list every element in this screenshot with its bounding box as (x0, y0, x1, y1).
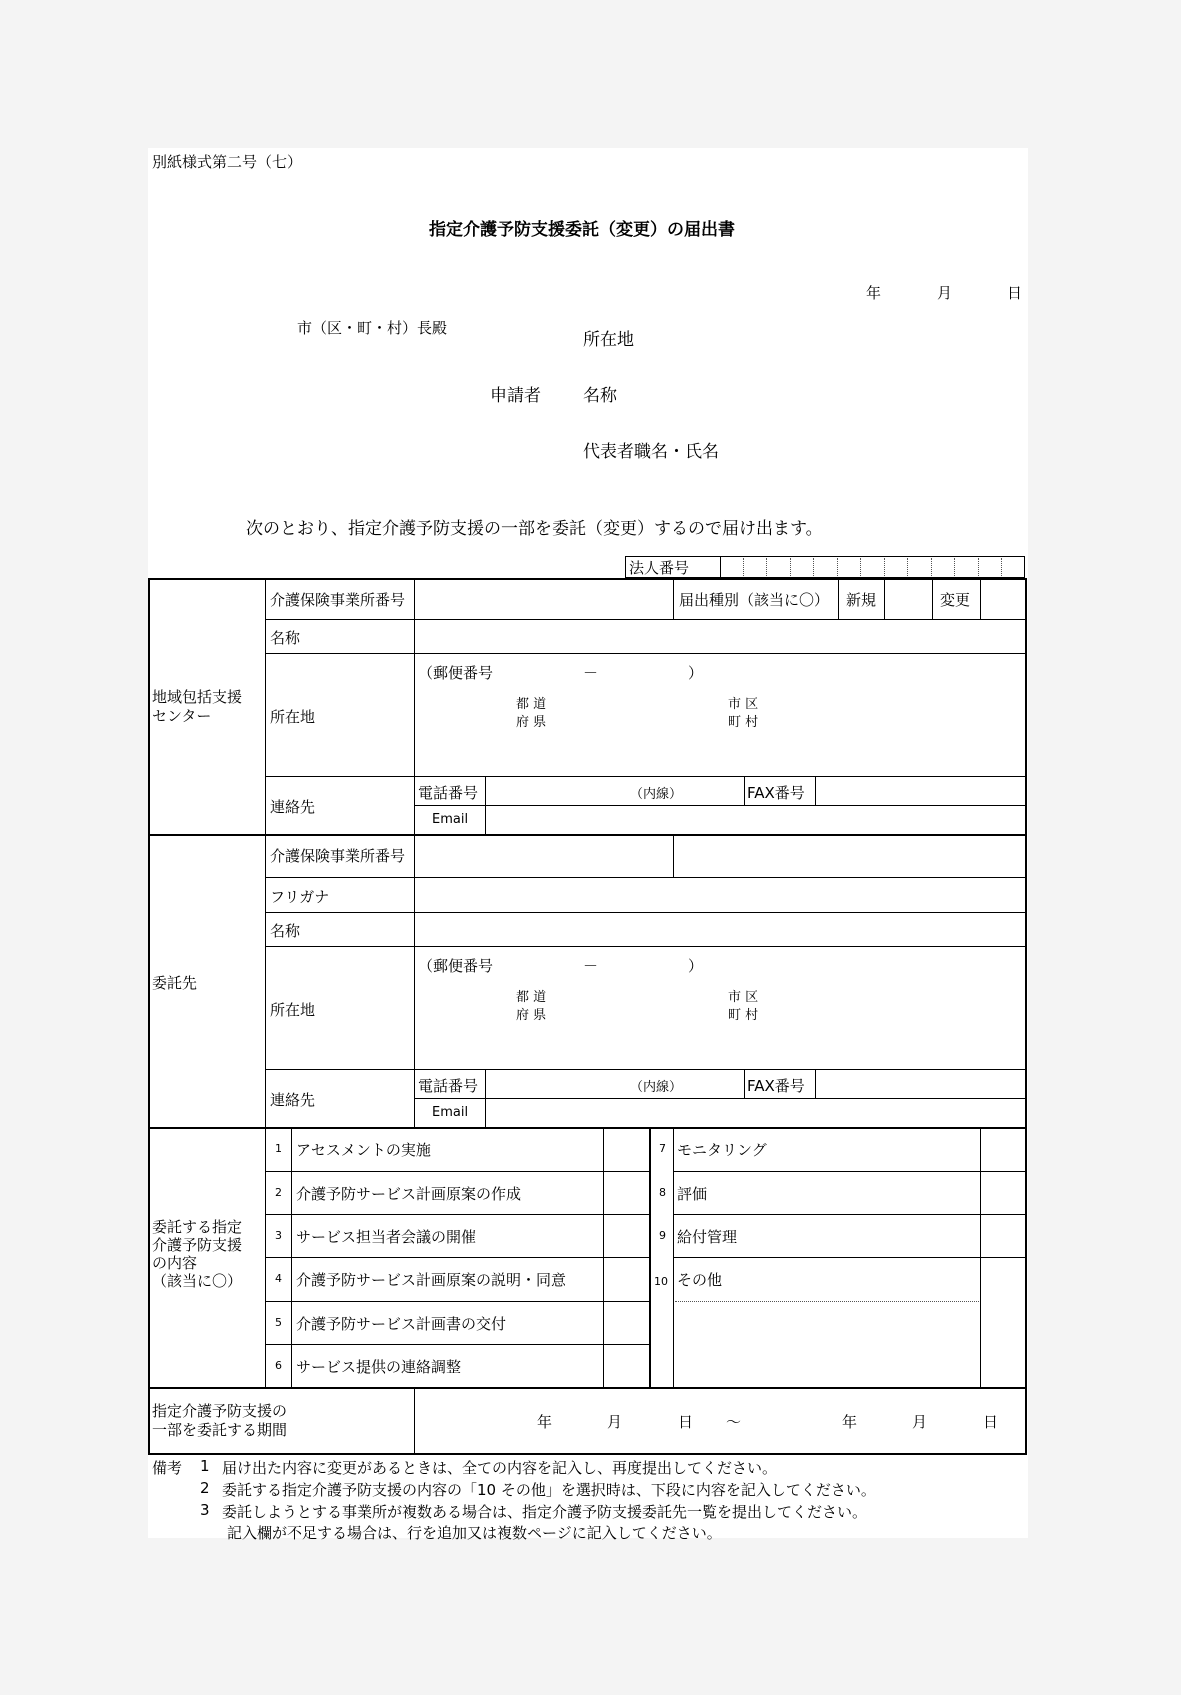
center-section-label: 地域包括支援 センター (152, 688, 243, 725)
task-number: 9 (659, 1229, 666, 1242)
center-postal: （郵便番号 － ） (418, 664, 704, 682)
contractor-office-no-label: 介護保険事業所番号 (270, 847, 406, 865)
center-email-label: Email (432, 812, 469, 827)
contractor-tel-label: 電話番号 (418, 1077, 479, 1095)
contractor-postal: （郵便番号 － ） (418, 957, 704, 975)
center-city-bottom: 町 村 (728, 715, 759, 730)
center-contact-label: 連絡先 (270, 798, 316, 816)
period-end-year: 年 (842, 1413, 858, 1431)
task-label: その他 (677, 1271, 723, 1289)
contractor-ext-label: （内線） (630, 1080, 683, 1095)
note-text: 委託する指定介護予防支援の内容の「10 その他」を選択時は、下段に内容を記入してください。 (222, 1481, 876, 1499)
applicant-rep-label: 代表者職名・氏名 (583, 442, 719, 462)
contractor-fax-label: FAX番号 (747, 1077, 805, 1095)
center-office-no-label: 介護保険事業所番号 (270, 591, 406, 609)
note-number: 1 (200, 1457, 210, 1475)
intro-text: 次のとおり、指定介護予防支援の一部を委託（変更）するので届け出ます。 (246, 519, 823, 539)
center-ext-label: （内線） (630, 787, 683, 802)
task-label: 介護予防サービス計画原案の説明・同意 (296, 1271, 567, 1289)
task-number: 2 (275, 1186, 282, 1199)
tasks-section-label: 委託する指定 介護予防支援 の内容 （該当に〇） (152, 1218, 243, 1290)
contractor-city-top: 市 区 (728, 990, 759, 1005)
page-title: 指定介護予防支援委託（変更）の届出書 (429, 220, 735, 240)
task-number: 7 (659, 1142, 666, 1155)
note-text: 届け出た内容に変更があるときは、全ての内容を記入し、再度提出してください。 (222, 1459, 778, 1477)
date-month: 月 (937, 284, 953, 302)
period-end-month: 月 (912, 1413, 928, 1431)
task-number: 6 (275, 1359, 282, 1372)
period-label: 指定介護予防支援の 一部を委託する期間 (152, 1402, 288, 1439)
center-pref-top: 都 道 (516, 697, 547, 712)
task-number: 8 (659, 1186, 666, 1199)
task-number: 4 (275, 1272, 282, 1285)
task-label: 介護予防サービス計画原案の作成 (296, 1185, 522, 1203)
corp-number-label: 法人番号 (629, 559, 690, 577)
period-end-day: 日 (983, 1413, 999, 1431)
period-start-month: 月 (607, 1413, 623, 1431)
period-start-day: 日 (678, 1413, 694, 1431)
applicant-name-label: 名称 (583, 386, 617, 406)
note-text: 委託しようとする事業所が複数ある場合は、指定介護予防支援委託先一覧を提出してください。 (222, 1503, 868, 1521)
notify-new-label: 新規 (846, 591, 877, 609)
task-number: 5 (275, 1316, 282, 1329)
center-city-top: 市 区 (728, 697, 759, 712)
applicant-location-label: 所在地 (583, 330, 634, 350)
center-tel-label: 電話番号 (418, 784, 479, 802)
contractor-pref-top: 都 道 (516, 990, 547, 1005)
task-label: サービス提供の連絡調整 (296, 1358, 462, 1376)
period-start-year: 年 (537, 1413, 553, 1431)
contractor-name-label: 名称 (270, 922, 301, 940)
contractor-pref-bottom: 府 県 (516, 1008, 547, 1023)
note-number: 3 (200, 1501, 210, 1519)
contractor-city-bottom: 町 村 (728, 1008, 759, 1023)
contractor-address-label: 所在地 (270, 1001, 316, 1019)
notify-change-label: 変更 (940, 591, 971, 609)
form-sheet (148, 148, 1028, 1538)
task-number: 1 (275, 1142, 282, 1155)
center-pref-bottom: 府 県 (516, 715, 547, 730)
task-label: 介護予防サービス計画書の交付 (296, 1315, 507, 1333)
contractor-contact-label: 連絡先 (270, 1091, 316, 1109)
note-continuation: 記入欄が不足する場合は、行を追加又は複数ページに記入してください。 (227, 1524, 722, 1542)
task-label: モニタリング (677, 1141, 767, 1159)
task-label: アセスメントの実施 (296, 1141, 431, 1159)
addressee: 市（区・町・村）長殿 (297, 319, 448, 337)
center-name-label: 名称 (270, 629, 301, 647)
task-label: 給付管理 (677, 1228, 738, 1246)
contractor-furigana-label: フリガナ (270, 888, 330, 906)
date-day: 日 (1007, 284, 1023, 302)
center-address-label: 所在地 (270, 708, 316, 726)
note-number: 2 (200, 1479, 210, 1497)
center-fax-label: FAX番号 (747, 784, 805, 802)
period-tilde: ～ (726, 1413, 742, 1431)
form-code: 別紙様式第二号（七） (152, 153, 303, 171)
task-label: サービス担当者会議の開催 (296, 1228, 477, 1246)
contractor-email-label: Email (432, 1105, 469, 1120)
notify-type-label: 届出種別（該当に〇） (679, 591, 830, 609)
applicant-label: 申請者 (490, 386, 541, 406)
task-number: 10 (654, 1275, 668, 1288)
contractor-section-label: 委託先 (152, 974, 198, 992)
task-number: 3 (275, 1229, 282, 1242)
notes-label: 備考 (152, 1459, 183, 1477)
task-label: 評価 (677, 1185, 708, 1203)
date-year: 年 (866, 284, 882, 302)
